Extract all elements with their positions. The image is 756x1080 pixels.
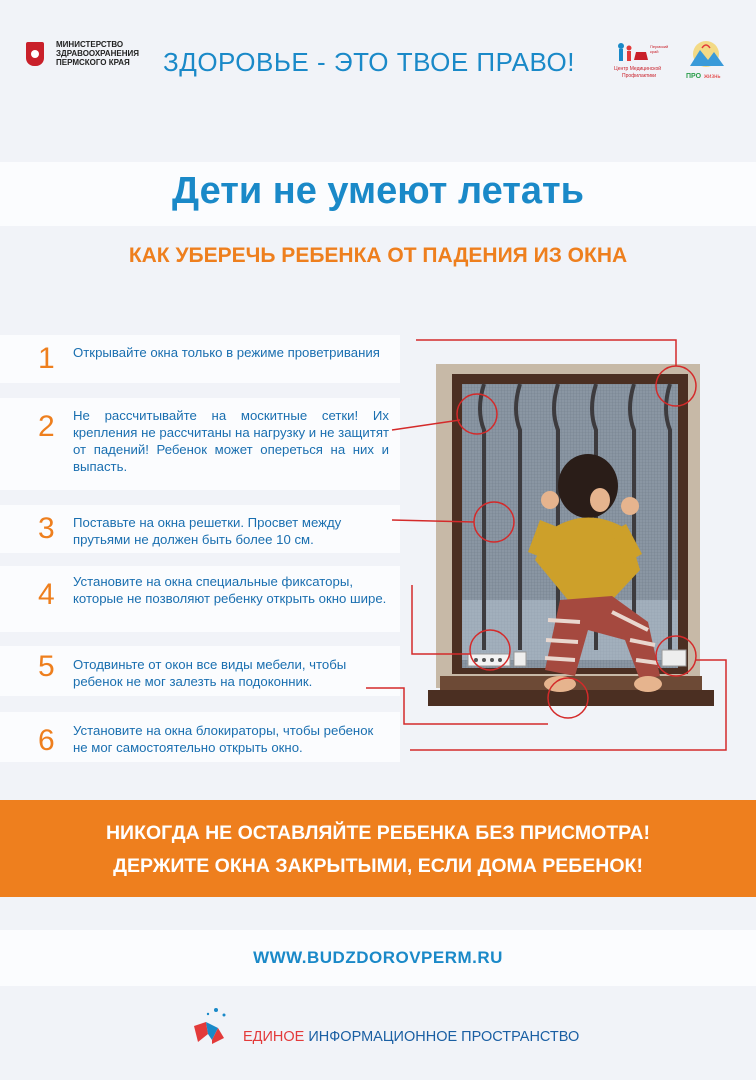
svg-text:край: край xyxy=(650,49,659,54)
window-sill xyxy=(428,690,714,706)
svg-text:Профилактики: Профилактики xyxy=(622,73,657,79)
tip-text: Поставьте на окна решетки. Просвет между прутьями не должен быть более 10 см. xyxy=(73,515,342,547)
tip-number: 2 xyxy=(38,410,55,443)
svg-text:Центр Медицинской: Центр Медицинской xyxy=(614,66,662,72)
tip-text: Отодвиньте от окон все виды мебели, чтобы ребенок не мог залезть на подоконник. xyxy=(73,657,347,689)
window-blocker xyxy=(662,650,686,666)
page-title: Дети не умеют летать xyxy=(172,170,584,212)
tip-number: 3 xyxy=(38,512,55,545)
tip-number: 1 xyxy=(38,342,55,375)
svg-text:Пермский: Пермский xyxy=(650,44,669,49)
website-url[interactable]: WWW.BUDZDOROVPERM.RU xyxy=(253,948,503,967)
ministry-name: МИНИСТЕРСТВО ЗДРАВООХРАНЕНИЯ ПЕРМСКОГО КРАЯ xyxy=(56,40,139,67)
warning-line-2: ДЕРЖИТЕ ОКНА ЗАКРЫТЫМИ, ЕСЛИ ДОМА РЕБЕНОК! xyxy=(113,855,643,877)
svg-text:жизнь: жизнь xyxy=(704,74,721,80)
tip-number: 5 xyxy=(38,650,55,683)
footer-caption-part1: ЕДИНОЕ xyxy=(243,1029,305,1045)
tip-text: Не рассчитывайте на москитные сетки! Их крепления не рассчитаны на нагрузку и не защитят от падений! Ребенок может опереться на них и выпасть. xyxy=(73,408,389,474)
slogan: ЗДОРОВЬЕ - ЭТО ТВОЕ ПРАВО! xyxy=(163,47,575,77)
unified-info-space-logo-icon xyxy=(190,1008,236,1048)
footer-caption-part2: ИНФОРМАЦИОННОЕ ПРОСТРАНСТВО xyxy=(304,1029,580,1045)
page-subtitle: КАК УБЕРЕЧЬ РЕБЕНКА ОТ ПАДЕНИЯ ИЗ ОКНА xyxy=(128,244,628,267)
tip-text: Установите на окна блокираторы, чтобы ребенок не мог самостоятельно открыть окно. xyxy=(73,723,374,755)
tip-number: 6 xyxy=(38,724,55,757)
tip-number: 4 xyxy=(38,578,55,611)
footer-caption xyxy=(243,1029,579,1045)
tip-text: Установите на окна специальные фиксаторы, которые не позволяют ребенку открыть окно шире. xyxy=(73,574,387,606)
warning-line-1: НИКОГДА НЕ ОСТАВЛЯЙТЕ РЕБЕНКА БЕЗ ПРИСМОТРА! xyxy=(105,822,651,844)
warning-bar xyxy=(0,800,756,897)
svg-text:ПРО: ПРО xyxy=(686,73,702,80)
tip-text: Открывайте окна только в режиме проветривания xyxy=(73,345,380,360)
